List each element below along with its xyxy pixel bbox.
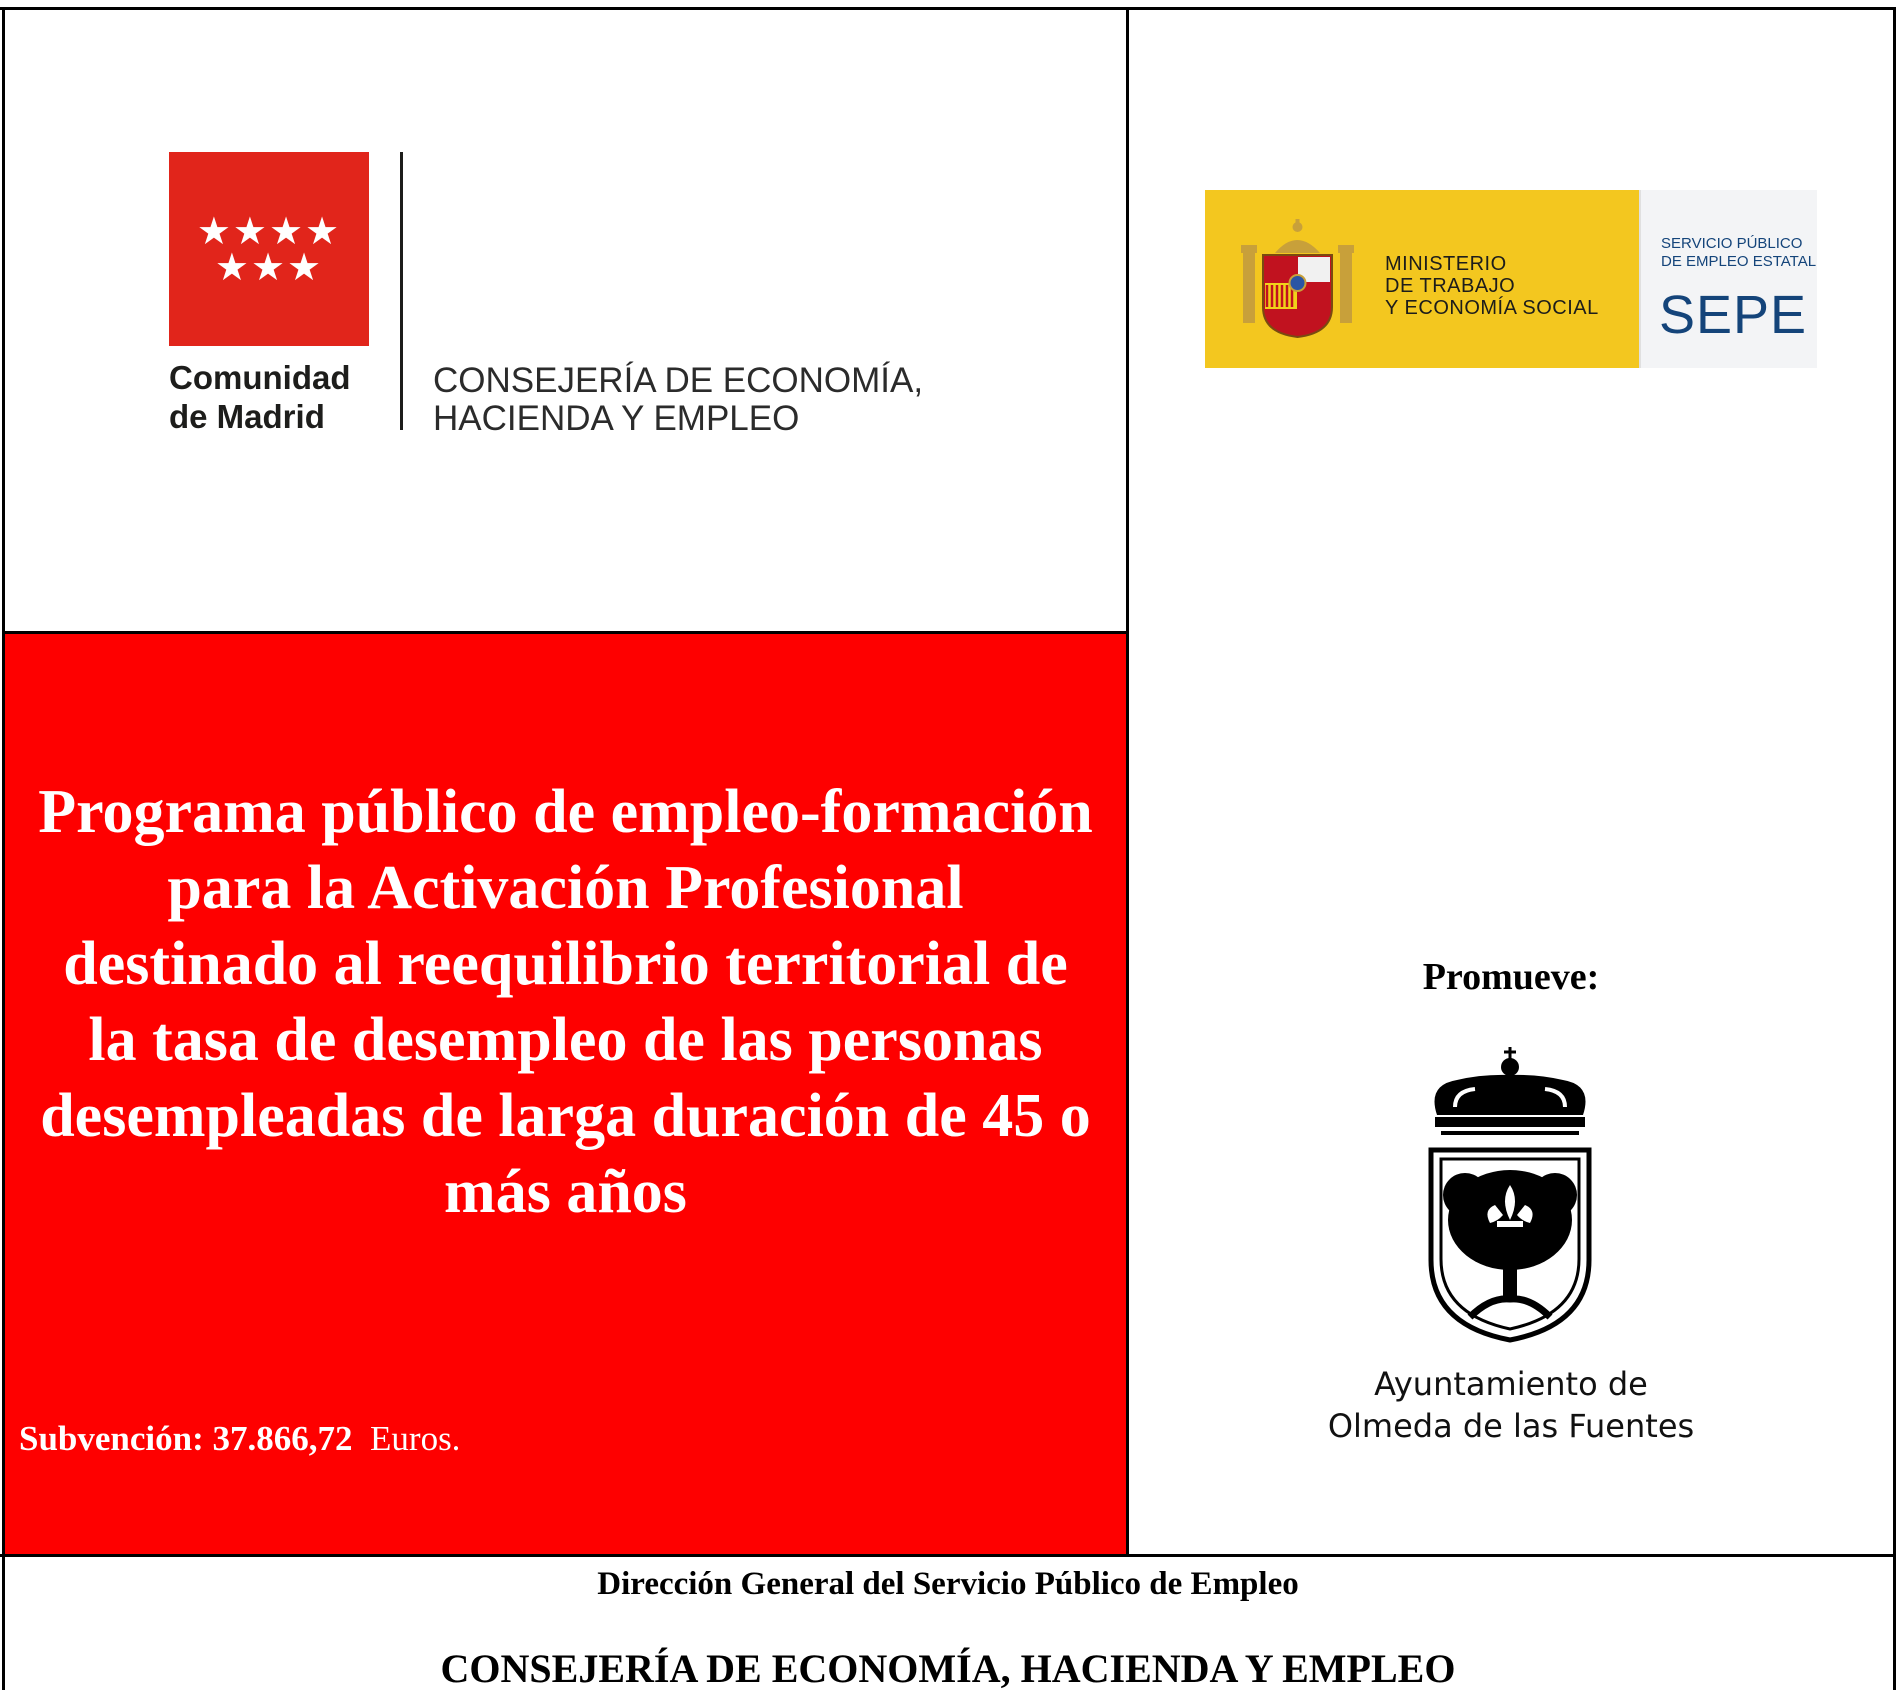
logo-separator (400, 152, 403, 430)
ministerio-name (1385, 253, 1599, 319)
subsidy-label: Subvención: 37.866,72 (19, 1419, 353, 1458)
consejeria-heading-line-1: CONSEJERÍA DE ECONOMÍA, (433, 361, 924, 400)
sepe-full-name (1661, 235, 1816, 271)
comunidad-madrid-name-line-2: de Madrid (169, 398, 325, 435)
frame-center-divider (1126, 7, 1129, 1557)
ayuntamiento-name-line-2: Olmeda de las Fuentes (1327, 1407, 1695, 1445)
flag-stars-row-2: ★★★ (214, 245, 324, 289)
subsidy-amount (19, 1419, 460, 1459)
comunidad-madrid-name-line-1: Comunidad (169, 359, 351, 396)
footer-consejeria: CONSEJERÍA DE ECONOMÍA, HACIENDA Y EMPLEO (440, 1646, 1456, 1691)
ayuntamiento-name (1129, 1363, 1893, 1447)
ministerio-name-line-3: Y ECONOMÍA SOCIAL (1385, 297, 1599, 319)
comunidad-madrid-flag-logo (169, 152, 369, 346)
frame-footer-divider (0, 1554, 1896, 1557)
sepe-acronym: SEPE (1659, 285, 1808, 345)
ayuntamiento-name-line-1: Ayuntamiento de (1374, 1365, 1648, 1403)
spain-coat-of-arms-icon (1235, 215, 1360, 345)
sepe-logo (1639, 190, 1817, 368)
flag-stars-row-1: ★★★★ (196, 209, 342, 253)
consejeria-heading-line-2: HACIENDA Y EMPLEO (433, 399, 800, 438)
subsidy-unit: Euros. (370, 1419, 461, 1458)
promoter-label: Promueve: (1422, 956, 1600, 998)
ministerio-name-line-1: MINISTERIO (1385, 253, 1507, 275)
frame-top-border (0, 7, 1896, 10)
program-title: Programa público de empleo-formación para la Activación Profesional destinado al reequilibrio territorial de la tasa de desempleo de las personas desempleadas de larga duración de 45 o más años (38, 778, 1093, 1226)
comunidad-madrid-name (169, 358, 350, 436)
consejeria-heading (433, 362, 923, 438)
sepe-full-name-line-2: DE EMPLEO ESTATAL (1661, 253, 1817, 270)
sepe-full-name-line-1: SERVICIO PÚBLICO (1661, 235, 1803, 252)
ministerio-trabajo-logo (1205, 190, 1639, 368)
program-panel (5, 634, 1126, 1554)
footer-direccion-general: Dirección General del Servicio Público de Empleo (597, 1566, 1299, 1602)
ayuntamiento-emblem-icon (1425, 1045, 1595, 1345)
ministerio-name-line-2: DE TRABAJO (1385, 275, 1516, 297)
